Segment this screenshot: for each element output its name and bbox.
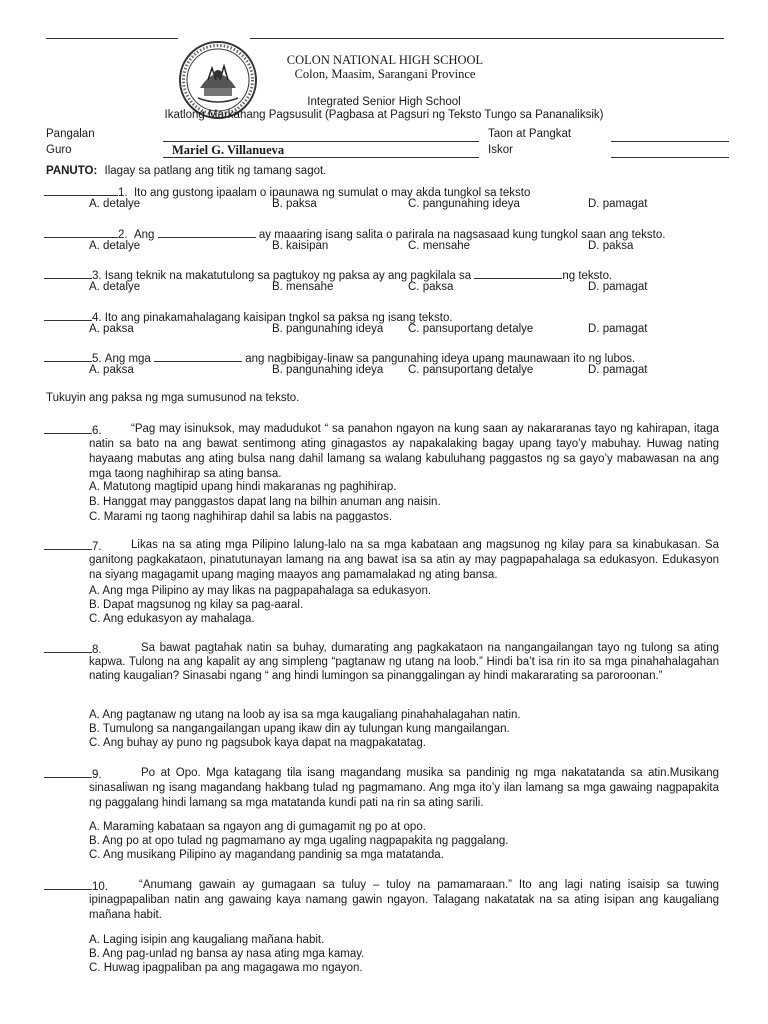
question-number: 1. — [118, 187, 128, 199]
q4-option-b: B. pangunahing ideya — [272, 323, 384, 335]
instructions-label: PANUTO: — [46, 165, 98, 177]
answer-blank[interactable] — [44, 350, 92, 362]
question-4 — [44, 309, 453, 324]
p6-choice-c: C. Marami ng taong naghihirap dahil sa labis na paggastos. — [89, 511, 393, 523]
question-2 — [44, 226, 665, 241]
exam-title: Ikatlong Markahang Pagsusulit (Pagbasa at Pagsuri ng Teksto Tungo sa Pananaliksik) — [164, 109, 604, 121]
q2-option-b: B. kaisipan — [272, 240, 329, 252]
question-text: Ito ang gustong ipaalam o ipaunawa ng sumulat o may akda tungkol sa teksto — [133, 187, 531, 199]
p8-choice-a: A. Ang pagtanaw ng utang na loob ay isa sa mga kaugaliang pinahahalagahan natin. — [89, 709, 521, 721]
p7-choice-c: C. Ang edukasyon ay mahalaga. — [89, 613, 255, 625]
question-5 — [44, 350, 635, 365]
q1-option-b: B. paksa — [272, 198, 317, 210]
question-number: 3. — [92, 270, 102, 282]
q4-option-a: A. paksa — [89, 323, 134, 335]
q2-option-c: C. mensahe — [408, 240, 471, 252]
passage-8-text: Sa bawat pagtahak natin sa buhay, dumarating ang pagkakataon na nangangailangan tayo ng tulong sa ating kapwa. Tulong na ang kapalit ay ang simpleng “pagtanaw ng utang na loob.” Hindi ba’t isa rin ito sa mga pinahahalagahan nating kaugalian? Sinasabi ngang “ ang hindi lumingon sa pinanggalingan ay hindi makararating sa paroroonan.” — [89, 642, 719, 682]
p9-choice-c: C. Ang musikang Pilipino ay magandang pandinig sa mga matatanda. — [89, 849, 444, 861]
year-label: Taon at Pangkat — [488, 128, 572, 140]
answer-blank[interactable] — [44, 878, 92, 890]
question-text-end: ang nagbibigay-linaw sa pangunahing ideya upang maunawaan ito ng lubos. — [245, 353, 636, 365]
question-text-start: Isang teknik na makatutulong sa pagtukoy ng paksa ay ang pagkilala sa — [104, 270, 472, 282]
instructions-text: Ilagay sa patlang ang titik ng tamang sagot. — [104, 165, 327, 177]
p10-choice-c: C. Huwag ipagpaliban pa ang magagawa mo ngayon. — [89, 962, 363, 974]
answer-blank[interactable] — [44, 267, 92, 279]
passage-10-text: “Anumang gawain ay gumagaan sa tuluy – tuloy na pamamaraan.” Ito ang lagi nating isaisip sa tuwing ipinagpapaliban natin ang gawaing kaya namang gawin ngayon. Talagang nakatatak na sa ating isipan ang kaugaliang mañana habit. — [89, 879, 719, 921]
teacher-name: Mariel G. Villanueva — [172, 143, 285, 157]
question-text-start: Ang mga — [104, 353, 151, 365]
q1-option-a: A. detalye — [89, 198, 141, 210]
question-number: 4. — [92, 312, 102, 324]
q3-option-b: B. mensahe — [272, 281, 334, 293]
question-text-end: ay maaaring isang salita o parirala na nagsasaad kung tungkol saan ang teksto. — [258, 229, 666, 241]
p7-choice-b: B. Dapat magsunog ng kilay sa pag-aaral. — [89, 599, 304, 611]
question-number: 8. — [92, 644, 102, 656]
score-label: Iskor — [488, 144, 513, 156]
q1-option-d: D. pamagat — [588, 198, 648, 210]
question-number: 6. — [92, 425, 102, 437]
p6-choice-b: B. Hanggat may panggastos dapat lang na bilhin anuman ang naisin. — [89, 496, 441, 508]
question-number: 5. — [92, 353, 102, 365]
passage-7-text: Likas na sa ating mga Pilipino lalung-lalo na sa mga kabataan ang magsunog ng kilay para sa kinabukasan. Sa ganitong pagkakataon, pinatutunayan lamang na ang bawat isa sa atin ay may pagpapahalaga sa edukasyon. Edukasyon na siyang magagamit upang maging maayos ang pamamalakad ng ating bansa. — [89, 539, 719, 581]
inline-blank — [154, 350, 242, 362]
section2-instruction: Tukuyin ang paksa ng mga sumusunod na teksto. — [46, 392, 300, 404]
school-name: COLON NATIONAL HIGH SCHOOL — [286, 53, 484, 67]
answer-blank[interactable] — [44, 538, 92, 550]
question-text-start: Ang — [133, 229, 155, 241]
q3-option-a: A. detalye — [89, 281, 141, 293]
p10-choice-a: A. Laging isipin ang kaugaliang mañana habit. — [89, 934, 325, 946]
q2-option-a: A. detalye — [89, 240, 141, 252]
name-label: Pangalan — [46, 128, 95, 140]
q5-option-c: C. pansuportang detalye — [408, 364, 534, 376]
p10-choice-b: B. Ang pag-unlad ng bansa ay nasa ating mga kamay. — [89, 948, 365, 960]
p8-choice-b: B. Tumulong sa nangangailangan upang ikaw din ay tulungan kung mangailangan. — [89, 723, 510, 735]
teacher-label: Guro — [46, 144, 72, 156]
year-field[interactable] — [611, 128, 729, 142]
question-number: 7. — [92, 541, 102, 553]
p8-choice-c: C. Ang buhay ay puno ng pagsubok kaya dapat na magpakatatag. — [89, 737, 426, 749]
answer-blank[interactable] — [44, 184, 118, 196]
top-rule-right — [250, 38, 724, 39]
p9-choice-a: A. Maraming kabataan sa ngayon ang di gumagamit ng po at opo. — [89, 821, 426, 833]
passage-9-text: Po at Opo. Mga katagang tila isang magandang musika sa pandinig ng mga nakatatanda sa atin.Musikang sinasaliwan ng isang magandang hakbang tulad ng pagmamano. Ang mga ito’y ilan lamang sa mga gawaing nagpapakita ng paggalang hindi lamang sa mga matatanda kundi pati na rin sa ating sarili. — [89, 767, 719, 809]
question-number: 10. — [92, 881, 108, 893]
answer-blank[interactable] — [44, 641, 92, 653]
q4-option-d: D. pamagat — [588, 323, 648, 335]
p7-choice-a: A. Ang mga Pilipino ay may likas na pagpapahalaga sa edukasyon. — [89, 585, 432, 597]
score-field[interactable] — [611, 143, 729, 158]
answer-blank[interactable] — [44, 226, 118, 238]
top-rule-left — [46, 38, 178, 39]
q1-option-c: C. pangunahing ideya — [408, 198, 520, 210]
q2-option-d: D. paksa — [588, 240, 634, 252]
q4-option-c: C. pansuportang detalye — [408, 323, 534, 335]
q5-option-b: B. pangunahing ideya — [272, 364, 384, 376]
p6-choice-a: A. Matutong magtipid upang hindi makaranas ng paghihirap. — [89, 481, 397, 493]
answer-blank[interactable] — [44, 309, 92, 321]
inline-blank — [474, 267, 562, 279]
q3-option-d: D. pamagat — [588, 281, 648, 293]
q5-option-a: A. paksa — [89, 364, 134, 376]
answer-blank[interactable] — [44, 422, 92, 434]
question-number: 2. — [118, 229, 128, 241]
program-name: Integrated Senior High School — [307, 96, 461, 108]
passage-6-text: “Pag may isinuksok, may madudukot “ sa panahon ngayon na kung saan ay nakararanas tayo ng kahirapan, itaga natin sa bato na ang bawat sentimong ating ginagastos ay napakalaking bagay upang tayo’y mabuhay. Huwag nating hayaang mabutas ang ating bulsa nang dahil lamang sa walang kabuluhang paggastos ng sa gayo’y mabawasan na ang mga taong naghihirap sa ating bansa. — [89, 423, 719, 480]
p9-choice-b: B. Ang po at opo tulad ng pagmamano ay mga ugaling nagpapakita ng paggalang. — [89, 835, 509, 847]
question-1 — [44, 184, 530, 199]
name-field[interactable] — [163, 128, 479, 142]
answer-blank[interactable] — [44, 766, 92, 778]
q3-option-c: C. paksa — [408, 281, 454, 293]
school-address: Colon, Maasim, Sarangani Province — [294, 67, 476, 81]
question-text-end: ng teksto. — [562, 270, 613, 282]
question-text: Ito ang pinakamahalagang kaisipan tngkol sa paksa ng isang teksto. — [104, 312, 453, 324]
q5-option-d: D. pamagat — [588, 364, 648, 376]
question-3 — [44, 267, 612, 282]
question-number: 9. — [92, 769, 102, 781]
inline-blank — [158, 226, 256, 238]
instructions — [46, 165, 326, 177]
